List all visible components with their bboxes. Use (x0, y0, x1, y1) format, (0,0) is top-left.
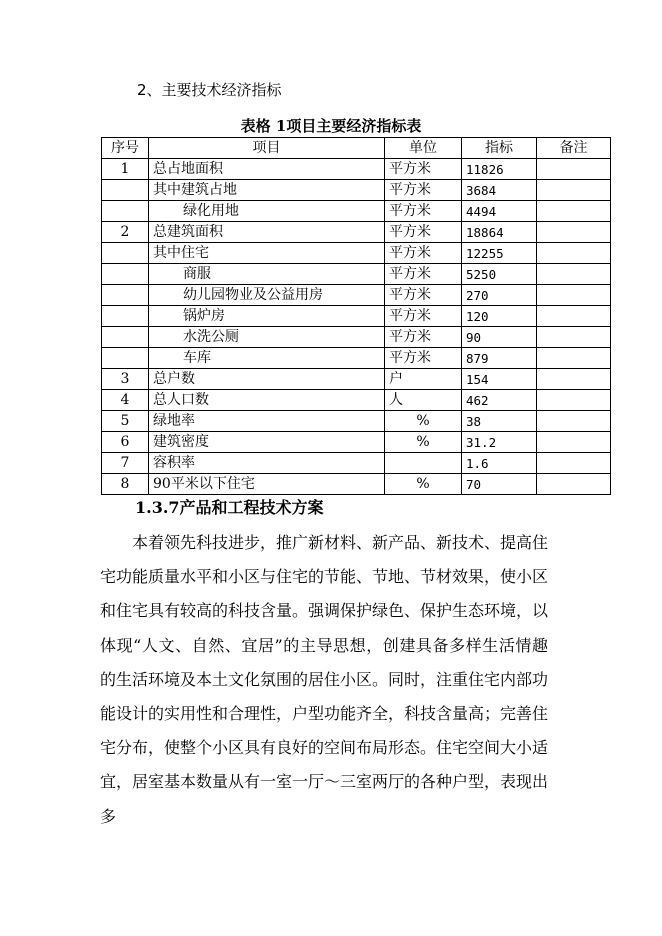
cell-seq: 8 (102, 474, 149, 495)
cell-value: 12255 (462, 243, 537, 264)
cell-note (537, 306, 611, 327)
cell-item: 车库 (149, 348, 385, 369)
cell-item: 其中建筑占地 (149, 180, 385, 201)
section-heading: 2、主要技术经济指标 (137, 81, 282, 99)
body-text (100, 526, 548, 834)
cell-seq: 7 (102, 453, 149, 474)
table-row (102, 369, 611, 390)
cell-note (537, 285, 611, 306)
cell-value: 879 (462, 348, 537, 369)
cell-item: 总建筑面积 (149, 222, 385, 243)
table-row (102, 222, 611, 243)
table-row (102, 201, 611, 222)
cell-note (537, 453, 611, 474)
cell-value: 462 (462, 390, 537, 411)
table-row (102, 243, 611, 264)
cell-note (537, 222, 611, 243)
table-row (102, 264, 611, 285)
cell-seq: 4 (102, 390, 149, 411)
cell-value: 90 (462, 327, 537, 348)
cell-item: 幼儿园物业及公益用房 (149, 285, 385, 306)
cell-item: 容积率 (149, 453, 385, 474)
cell-value: 120 (462, 306, 537, 327)
cell-unit: 平方米 (385, 306, 462, 327)
cell-note (537, 390, 611, 411)
cell-item: 水洗公厕 (149, 327, 385, 348)
cell-seq (102, 264, 149, 285)
cell-unit: 人 (385, 390, 462, 411)
cell-item: 总占地面积 (149, 159, 385, 180)
cell-unit (385, 453, 462, 474)
table-row (102, 327, 611, 348)
header-value: 指标 (462, 138, 537, 159)
cell-note (537, 159, 611, 180)
cell-value: 18864 (462, 222, 537, 243)
cell-unit: 户 (385, 369, 462, 390)
cell-unit: 平方米 (385, 264, 462, 285)
cell-seq: 5 (102, 411, 149, 432)
cell-seq (102, 180, 149, 201)
economic-indicators-table (101, 137, 611, 495)
table-row (102, 474, 611, 495)
table-row (102, 411, 611, 432)
cell-seq: 3 (102, 369, 149, 390)
cell-note (537, 264, 611, 285)
cell-note (537, 180, 611, 201)
cell-seq (102, 201, 149, 222)
cell-item: 总人口数 (149, 390, 385, 411)
cell-seq (102, 327, 149, 348)
cell-unit: % (385, 411, 462, 432)
cell-note (537, 411, 611, 432)
cell-value: 31.2 (462, 432, 537, 453)
cell-unit: 平方米 (385, 180, 462, 201)
cell-item: 绿地率 (149, 411, 385, 432)
cell-unit: 平方米 (385, 201, 462, 222)
table-row (102, 159, 611, 180)
cell-value: 5250 (462, 264, 537, 285)
cell-note (537, 432, 611, 453)
cell-seq: 1 (102, 159, 149, 180)
table-row (102, 453, 611, 474)
cell-value: 70 (462, 474, 537, 495)
table-row (102, 285, 611, 306)
header-seq: 序号 (102, 138, 149, 159)
cell-unit: 平方米 (385, 348, 462, 369)
cell-note (537, 327, 611, 348)
cell-note (537, 243, 611, 264)
cell-item: 商服 (149, 264, 385, 285)
header-item: 项目 (149, 138, 385, 159)
cell-seq: 6 (102, 432, 149, 453)
body-paragraph: 本着领先科技进步，推广新材料、新产品、新技术、提高住宅功能质量水平和小区与住宅的节能、节地、节材效果，使小区和住宅具有较高的科技含量。强调保护绿色、保护生态环境，以体现“人文、自然、宜居”的主导思想，创建具备多样生活情趣的生活环境及本土文化氛围的居住小区。同时，注重住宅内部功能设计的实用性和合理性，户型功能齐全，科技含量高；完善住宅分布，使整个小区具有良好的空间布局形态。住宅空间大小适宜，居室基本数量从有一室一厅～三室两厅的各种户型，表现出多 (100, 533, 549, 826)
cell-seq (102, 306, 149, 327)
cell-unit: 平方米 (385, 243, 462, 264)
cell-value: 38 (462, 411, 537, 432)
cell-value: 270 (462, 285, 537, 306)
table-row (102, 348, 611, 369)
cell-note (537, 369, 611, 390)
table-row (102, 306, 611, 327)
cell-unit: 平方米 (385, 159, 462, 180)
cell-note (537, 348, 611, 369)
table-header-row (102, 138, 611, 159)
sub-heading: 1.3.7产品和工程技术方案 (135, 498, 324, 517)
cell-seq (102, 348, 149, 369)
header-unit: 单位 (385, 138, 462, 159)
cell-item: 锅炉房 (149, 306, 385, 327)
table-row (102, 180, 611, 201)
table-row (102, 432, 611, 453)
cell-item: 绿化用地 (149, 201, 385, 222)
cell-note (537, 201, 611, 222)
cell-item: 总户数 (149, 369, 385, 390)
cell-value: 4494 (462, 201, 537, 222)
cell-unit: % (385, 474, 462, 495)
cell-value: 154 (462, 369, 537, 390)
cell-unit: 平方米 (385, 285, 462, 306)
cell-item: 建筑密度 (149, 432, 385, 453)
cell-value: 3684 (462, 180, 537, 201)
cell-value: 1.6 (462, 453, 537, 474)
cell-seq (102, 285, 149, 306)
cell-note (537, 474, 611, 495)
header-note: 备注 (537, 138, 611, 159)
cell-item: 其中住宅 (149, 243, 385, 264)
cell-value: 11826 (462, 159, 537, 180)
cell-seq: 2 (102, 222, 149, 243)
cell-unit: % (385, 432, 462, 453)
cell-seq (102, 243, 149, 264)
table-title: 表格 1项目主要经济指标表 (240, 117, 422, 135)
cell-unit: 平方米 (385, 222, 462, 243)
table-row (102, 390, 611, 411)
cell-item: 90平米以下住宅 (149, 474, 385, 495)
cell-unit: 平方米 (385, 327, 462, 348)
